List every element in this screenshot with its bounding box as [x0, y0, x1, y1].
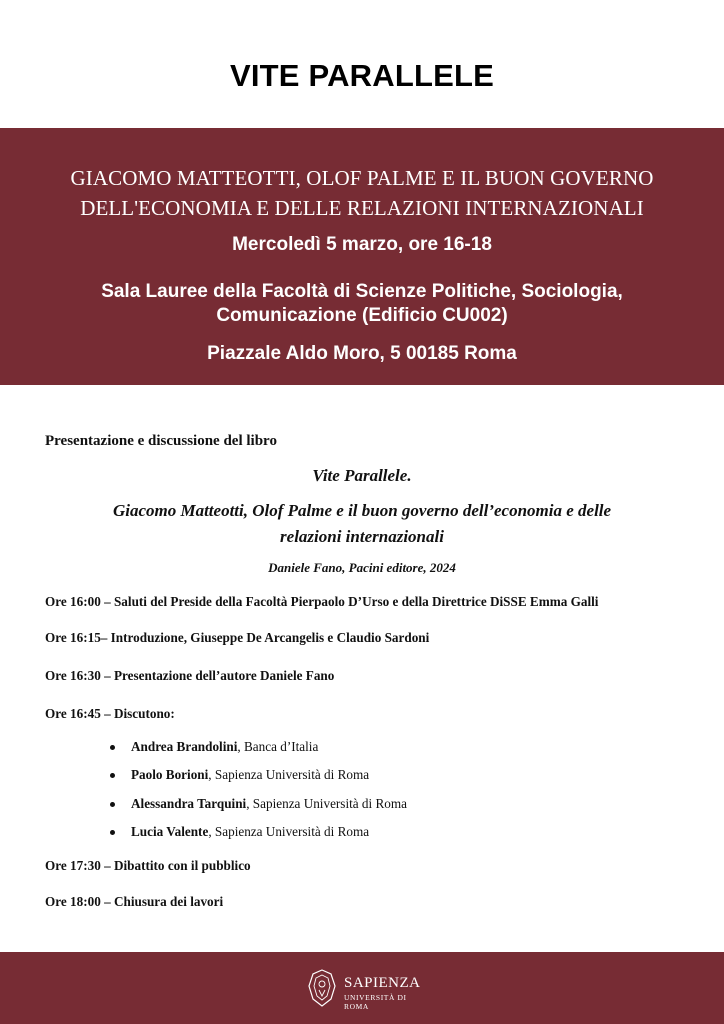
- schedule-item: Ore 18:00 – Chiusura dei lavori: [45, 894, 224, 909]
- speaker-name: Andrea Brandolini: [131, 739, 238, 754]
- speaker-affiliation: , Sapienza Università di Roma: [208, 767, 370, 782]
- event-subtitle: [0, 163, 724, 223]
- book-title: Vite Parallele.: [312, 466, 412, 485]
- bullet-icon: [110, 830, 115, 835]
- schedule-item: Ore 17:30 – Dibattito con il pubblico: [45, 858, 251, 873]
- book-subtitle-line: Giacomo Matteotti, Olof Palme e il buon governo dell’economia e delle: [112, 501, 612, 520]
- book-subtitle: [0, 498, 724, 550]
- sapienza-logo: [308, 969, 432, 1009]
- event-venue-line: Comunicazione (Edificio CU002): [216, 305, 508, 326]
- speaker-name: Alessandra Tarquini: [131, 796, 247, 811]
- book-subtitle-line: relazioni internazionali: [280, 527, 444, 546]
- event-venue: [0, 280, 724, 328]
- book-author: Daniele Fano, Pacini editore, 2024: [268, 560, 456, 575]
- footer-bar: [0, 952, 724, 1024]
- schedule-item: Ore 16:15– Introduzione, Giuseppe De Arcangelis e Claudio Sardoni: [45, 630, 430, 645]
- event-address: Piazzale Aldo Moro, 5 00185 Roma: [207, 343, 517, 364]
- event-venue-line: Sala Lauree della Facoltà di Scienze Politiche, Sociologia,: [101, 281, 623, 302]
- event-subtitle-line: GIACOMO MATTEOTTI, OLOF PALME E IL BUON GOVERNO: [70, 166, 654, 190]
- book-intro: Presentazione e discussione del libro: [45, 433, 277, 449]
- schedule-item: Ore 16:45 – Discutono:: [45, 706, 175, 721]
- schedule-item: Ore 16:00 – Saluti del Preside della Facoltà Pierpaolo D’Urso e della Direttrice DiSSE Emma Galli: [45, 594, 599, 609]
- speaker-name: Lucia Valente: [131, 824, 209, 839]
- speaker-affiliation: , Sapienza Università di Roma: [246, 796, 407, 811]
- logo-subtitle: UNIVERSITÀ DI ROMA: [344, 993, 407, 1011]
- page-title: VITE PARALLELE: [229, 58, 494, 93]
- speaker-affiliation: , Sapienza Università di Roma: [208, 824, 370, 839]
- speaker-affiliation: , Banca d’Italia: [237, 739, 319, 754]
- event-banner: [0, 128, 724, 385]
- schedule-item: Ore 16:30 – Presentazione dell’autore Daniele Fano: [45, 668, 335, 683]
- speaker-name: Paolo Borioni: [131, 767, 209, 782]
- bullet-icon: [110, 802, 115, 807]
- logo-name: SAPIENZA: [344, 975, 421, 991]
- event-subtitle-line: DELL'ECONOMIA E DELLE RELAZIONI INTERNAZIONALI: [80, 196, 644, 220]
- bullet-icon: [110, 745, 115, 750]
- event-date: Mercoledì 5 marzo, ore 16-18: [232, 234, 492, 255]
- sapienza-seal-icon: [308, 969, 336, 1007]
- bullet-icon: [110, 773, 115, 778]
